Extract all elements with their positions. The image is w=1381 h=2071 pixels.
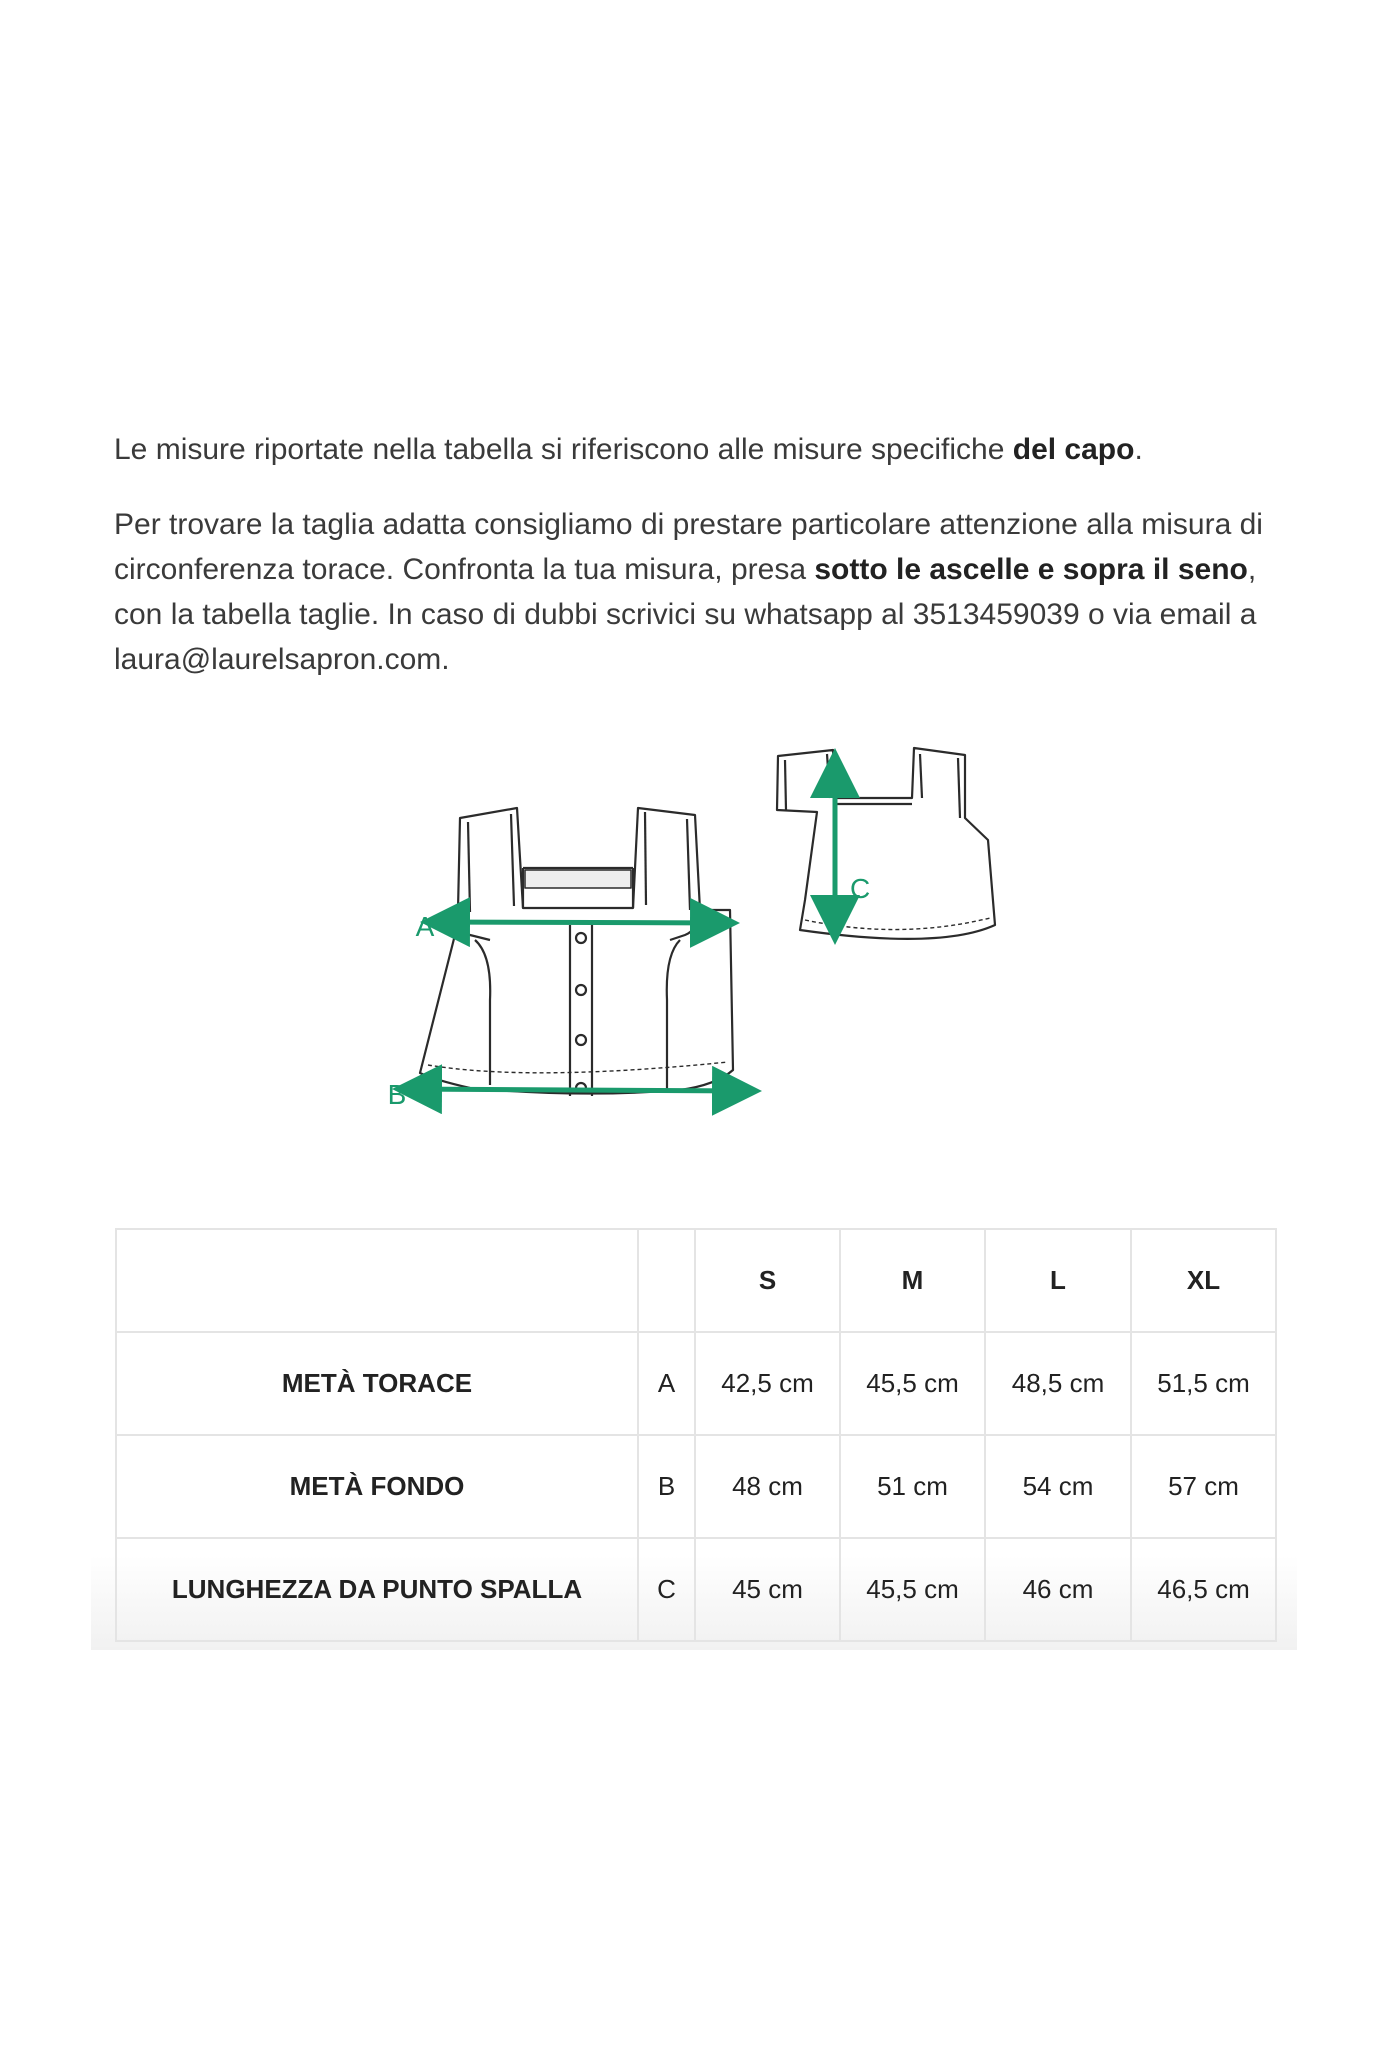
back-view-drawing <box>777 748 995 939</box>
header-cell-xl: XL <box>1131 1229 1276 1332</box>
size-table <box>115 1228 1277 1642</box>
row-name: LUNGHEZZA DA PUNTO SPALLA <box>116 1538 638 1641</box>
row-value: 51 cm <box>840 1435 985 1538</box>
header-cell-s: S <box>695 1229 840 1332</box>
row-value: 46,5 cm <box>1131 1538 1276 1641</box>
garment-measurement-diagram <box>380 740 1020 1140</box>
header-cell-code <box>638 1229 695 1332</box>
table-row <box>116 1435 1276 1538</box>
size-table-container <box>91 1220 1297 1650</box>
row-value: 46 cm <box>985 1538 1131 1641</box>
row-name: METÀ TORACE <box>116 1332 638 1435</box>
row-value: 51,5 cm <box>1131 1332 1276 1435</box>
row-value: 42,5 cm <box>695 1332 840 1435</box>
row-name: METÀ FONDO <box>116 1435 638 1538</box>
front-view-drawing <box>420 808 733 1096</box>
intro-text <box>114 427 1274 682</box>
header-cell-m: M <box>840 1229 985 1332</box>
row-value: 48 cm <box>695 1435 840 1538</box>
label-c: C <box>850 873 871 904</box>
header-cell-l: L <box>985 1229 1131 1332</box>
row-code: C <box>638 1538 695 1641</box>
row-code: B <box>638 1435 695 1538</box>
table-row <box>116 1332 1276 1435</box>
table-header-row <box>116 1229 1276 1332</box>
intro-paragraph-1: Le misure riportate nella tabella si riferiscono alle misure specifiche del capo. <box>114 433 1143 466</box>
table-row <box>116 1538 1276 1641</box>
arrow-a <box>430 922 730 923</box>
intro-paragraph-2: Per trovare la taglia adatta consigliamo di prestare particolare attenzione alla misura di circonferenza torace. Confronta la tua misura, presa sotto le ascelle e sopra il seno, con la tabella taglie. In caso di dubbi scrivici su whatsapp al 3513459039 o via email a laura@laurelsapron.com. <box>114 508 1263 676</box>
row-value: 45,5 cm <box>840 1332 985 1435</box>
row-value: 45,5 cm <box>840 1538 985 1641</box>
header-cell-name <box>116 1229 638 1332</box>
arrow-b <box>402 1089 752 1091</box>
row-value: 48,5 cm <box>985 1332 1131 1435</box>
row-value: 57 cm <box>1131 1435 1276 1538</box>
row-value: 45 cm <box>695 1538 840 1641</box>
label-b: B <box>387 1079 407 1110</box>
label-a: A <box>415 911 435 942</box>
row-value: 54 cm <box>985 1435 1131 1538</box>
row-code: A <box>638 1332 695 1435</box>
